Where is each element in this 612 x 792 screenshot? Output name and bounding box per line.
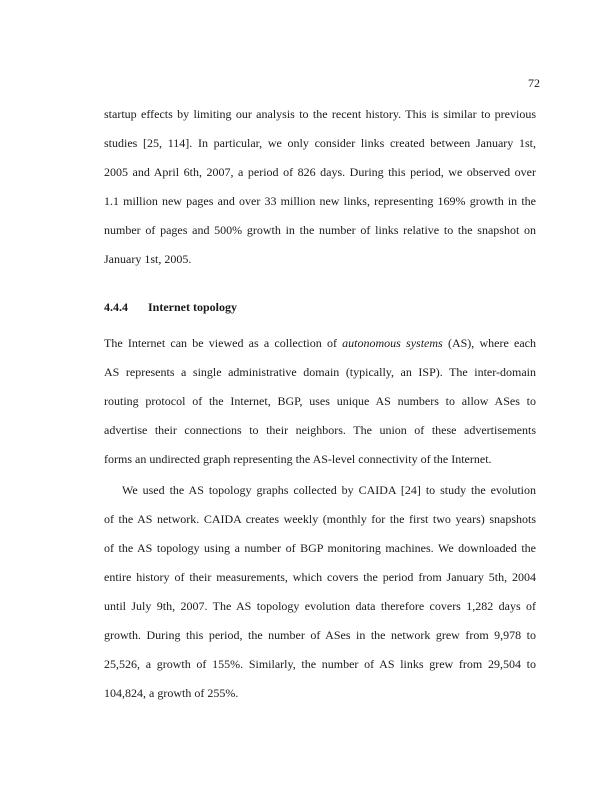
text-line: studies [25, 114]. In particular, we only consider links created between January 1st,	[104, 136, 536, 150]
text-line: AS represents a single administrative domain (typically, an ISP). The inter-domain	[104, 365, 536, 379]
text-line: number of pages and 500% growth in the number of links relative to the snapshot on	[104, 223, 536, 237]
page-number: 72	[528, 76, 540, 90]
text-line: advertise their connections to their neighbors. The union of these advertisements	[104, 423, 536, 437]
section-heading	[104, 300, 237, 315]
text-line: 104,824, a growth of 255%.	[104, 686, 239, 700]
text-line: of the AS topology using a number of BGP monitoring machines. We downloaded the	[104, 541, 536, 555]
text-line: of the AS network. CAIDA creates weekly (monthly for the first two years) snapshots	[104, 512, 536, 526]
text-span: (AS), where each	[442, 336, 537, 350]
text-line: We used the AS topology graphs collected by CAIDA [24] to study the evolution	[122, 483, 536, 497]
text-line: January 1st, 2005.	[104, 252, 192, 266]
text-line: 25,526, a growth of 155%. Similarly, the number of AS links grew from 29,504 to	[104, 657, 536, 671]
text-line: routing protocol of the Internet, BGP, uses unique AS numbers to allow ASes to	[104, 394, 536, 408]
emphasis-autonomous-systems: autonomous systems	[342, 336, 443, 350]
text-line: until July 9th, 2007. The AS topology evolution data therefore covers 1,282 days of	[104, 599, 536, 613]
text-line: growth. During this period, the number of ASes in the network grew from 9,978 to	[104, 628, 536, 642]
text-line: 1.1 million new pages and over 33 million new links, representing 169% growth in the	[104, 194, 536, 208]
text-span: The Internet can be viewed as a collection of	[104, 336, 343, 350]
text-line: startup effects by limiting our analysis to the recent history. This is similar to previous	[104, 107, 536, 121]
text-line: 2005 and April 6th, 2007, a period of 826 days. During this period, we observed over	[104, 165, 536, 179]
text-line: forms an undirected graph representing the AS-level connectivity of the Internet.	[104, 452, 492, 466]
text-line	[104, 336, 536, 350]
section-title: Internet topology	[148, 300, 237, 314]
text-line: entire history of their measurements, which covers the period from January 5th, 2004	[104, 570, 536, 584]
section-number: 4.4.4	[104, 300, 128, 314]
